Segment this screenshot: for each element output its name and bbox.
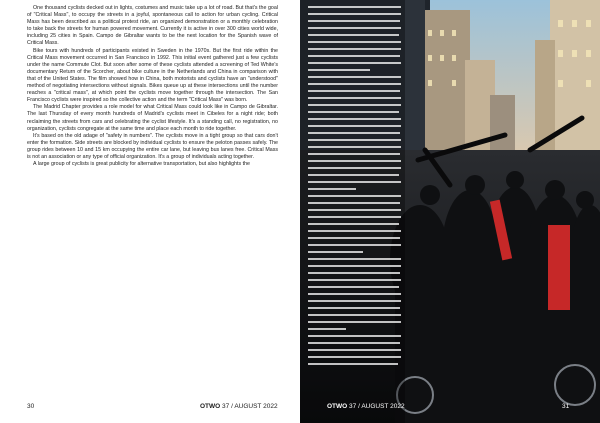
magazine-name: OTWO <box>327 403 348 410</box>
caption-paragraph <box>308 335 401 365</box>
article-paragraph: It's based on the old adage of "safety in numbers". The cyclists move in a tight group so that cars don't enter the formation. Side streets are blocked by individual cyclists to ensure the peloton passes safely. The group rides between 10 and 15 km occupying the entire car lane, but leaving bus lanes free. Critical Mass is not an association or any type of official organization. It's a group of individuals acting together. <box>27 132 278 160</box>
page-number-left: 30 <box>27 403 35 410</box>
caption-paragraph <box>308 6 401 71</box>
article-paragraph: One thousand cyclists decked out in lights, costumes and music take up a lot of road. But that's the goal of "Critical Mass", to occupy the streets in a joyful, spontaneous call to action for urban cycling. Critical Mass has been described as a political protest ride, an organized demonstration or a monthly celebration to take back the streets for human powered movement. Currently it is active in over 300 cities world wide, including 25 cities in Spain. Campo de Gibraltar wants to be the next location for the Spanish wave of Critical Mass. <box>27 5 278 47</box>
caption-paragraph <box>308 195 401 253</box>
magazine-name: OTWO <box>200 403 221 410</box>
right-page <box>300 0 600 423</box>
footer-right <box>327 403 405 411</box>
issue-date: 37 / AUGUST 2022 <box>349 403 405 410</box>
footer-left <box>200 403 278 411</box>
article-paragraph: Bike tours with hundreds of participants existed in Sweden in the 1970s. But the first ride within the Critical Mass movement occurred in San Francisco in 1992. This initial event gathered just a few cyclists under the name Commute Clot. But soon after some of these cyclists attended a screening of Ted White's documentary Return of the Scorcher, about bike culture in the Netherlands and China in comparison with that of the United States. The film showed how in China, both motorists and cyclists have an "understood" method of negotiating intersections without signals. Bikes queue up at these intersections until the number reaches a "critical mass", at which point the cyclists move together through the intersection. The San Francisco cyclists were inspired so the collective action and the term "Critical Mass" was born. <box>27 47 278 104</box>
article-body-spanish <box>308 6 401 378</box>
caption-paragraph <box>308 76 401 190</box>
page-number-right: 31 <box>562 403 570 410</box>
caption-paragraph <box>308 258 401 330</box>
article-paragraph: The Madrid Chapter provides a role model for what Critical Mass could look like in Campo de Gibraltar. The last Thursday of every month hundreds of Madrid's cyclists meet in Cibeles for a night ride; both reclaiming the streets from cars and celebrating the cyclist lifestyle. It's a standing call, no registration, no organization, cyclists congregate at the same time and place each month to ride together. <box>27 104 278 132</box>
issue-date: 37 / AUGUST 2022 <box>222 403 278 410</box>
article-paragraph: A large group of cyclists is great publicity for alternative transportation, but also highlights the <box>33 161 250 168</box>
article-body-english <box>27 5 278 385</box>
